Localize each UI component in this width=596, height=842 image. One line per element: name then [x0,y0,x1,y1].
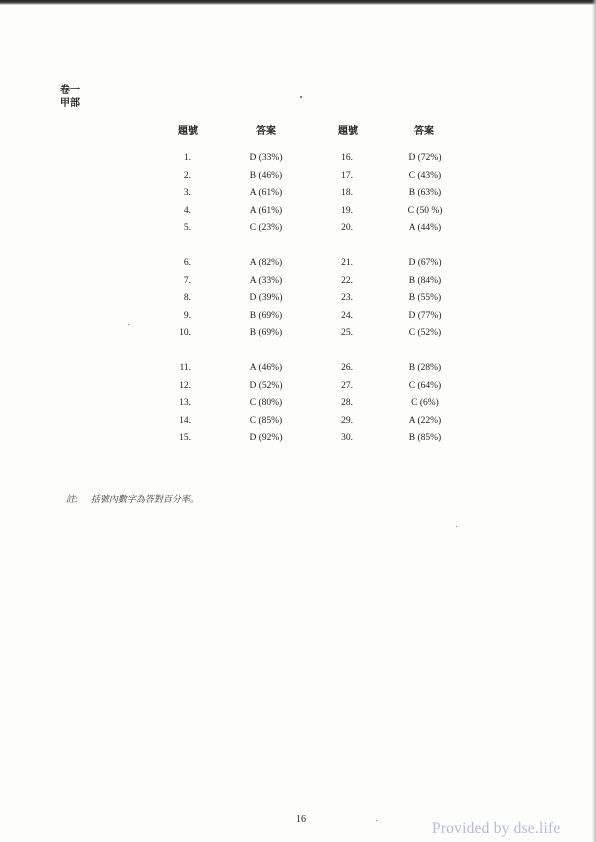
question-number: 6. [183,258,191,268]
answer-cell: B (46%) [249,170,283,181]
page-number: 16 [296,814,306,825]
question-number: 16. [341,153,353,163]
answer-cell: C (85%) [249,415,283,426]
answer-cell: A (61%) [249,188,283,198]
answer-cell: C (64%) [408,380,442,391]
question-number: 14. [179,415,191,426]
footnote [66,492,199,505]
scan-speck [128,324,129,325]
table-row [0,258,596,274]
question-number: 29. [341,415,353,426]
answer-cell: A (46%) [249,363,283,373]
question-number: 10. [179,328,191,338]
question-number: 15. [179,433,191,443]
question-number: 23. [341,293,353,303]
header-answer-right: 答案 [414,126,434,137]
answer-cell: B (84%) [408,275,442,286]
question-number: 18. [341,188,353,198]
table-row [0,293,596,309]
answer-cell: C (52%) [408,328,442,338]
question-number: 22. [341,275,353,286]
header-answer-left: 答案 [256,126,276,137]
question-number: 8. [183,293,191,303]
table-row [0,398,596,414]
table-row [0,433,596,449]
answer-cell: D (72%) [408,153,442,163]
answer-cell: C (50 %) [407,205,443,216]
answer-cell: B (28%) [408,363,442,373]
table-row [0,153,596,169]
answer-cell: C (43%) [408,170,442,181]
answer-cell: A (82%) [249,258,283,268]
answer-cell: D (33%) [249,153,283,163]
table-row [0,416,596,432]
question-number: 28. [341,398,353,408]
question-number: 19. [341,205,353,216]
question-number: 5. [183,223,191,233]
question-number: 25. [341,328,353,338]
answer-cell: A (22%) [408,415,442,426]
answer-cell: C (80%) [249,398,283,408]
header-question-left: 題號 [178,126,198,137]
question-number: 21. [341,258,353,268]
answer-cell: D (67%) [408,258,442,268]
paper-label: 卷一 [60,85,80,96]
answer-cell: B (55%) [408,293,442,303]
question-number: 17. [341,170,353,181]
question-number: 13. [179,398,191,408]
watermark: Provided by dse.life [432,820,561,837]
table-row [0,363,596,379]
answer-cell: B (69%) [249,328,283,338]
answer-cell: A (33%) [249,275,283,286]
table-row [0,381,596,397]
question-number: 4. [183,205,191,216]
question-number: 27. [341,380,353,391]
answer-cell: B (85%) [408,433,442,443]
question-number: 24. [341,310,353,321]
question-number: 12. [179,380,191,391]
answer-cell: A (44%) [408,223,442,233]
section-label: 甲部 [60,98,80,109]
question-number: 1. [183,153,191,163]
answer-cell: A (61%) [249,205,283,216]
table-row [0,188,596,204]
question-number: 30. [341,433,353,443]
answer-cell: C (6%) [411,398,439,408]
footnote-text: 括號內數字為答對百分率。 [90,495,199,505]
table-row [0,206,596,222]
answer-cell: D (52%) [249,380,283,391]
header-question-right: 題號 [338,126,358,137]
table-row [0,328,596,344]
answer-cell: D (77%) [408,310,442,321]
table-row [0,171,596,187]
scan-speck [456,526,457,527]
answer-cell: B (69%) [249,310,283,321]
table-row [0,276,596,292]
answer-cell: C (23%) [249,223,283,233]
question-number: 26. [341,363,353,373]
scan-edge-top [0,0,596,5]
question-number: 7. [183,275,191,286]
footnote-label: 註: [66,495,79,505]
scan-speck [300,96,302,98]
question-number: 3. [183,188,191,198]
table-row [0,223,596,239]
answer-cell: D (39%) [249,293,283,303]
question-number: 2. [183,170,191,181]
scan-speck [376,820,377,821]
table-row [0,311,596,327]
answer-cell: D (92%) [249,433,283,443]
question-number: 20. [341,223,353,233]
question-number: 9. [183,310,191,321]
answer-cell: B (63%) [408,188,442,198]
question-number: 11. [179,363,191,373]
